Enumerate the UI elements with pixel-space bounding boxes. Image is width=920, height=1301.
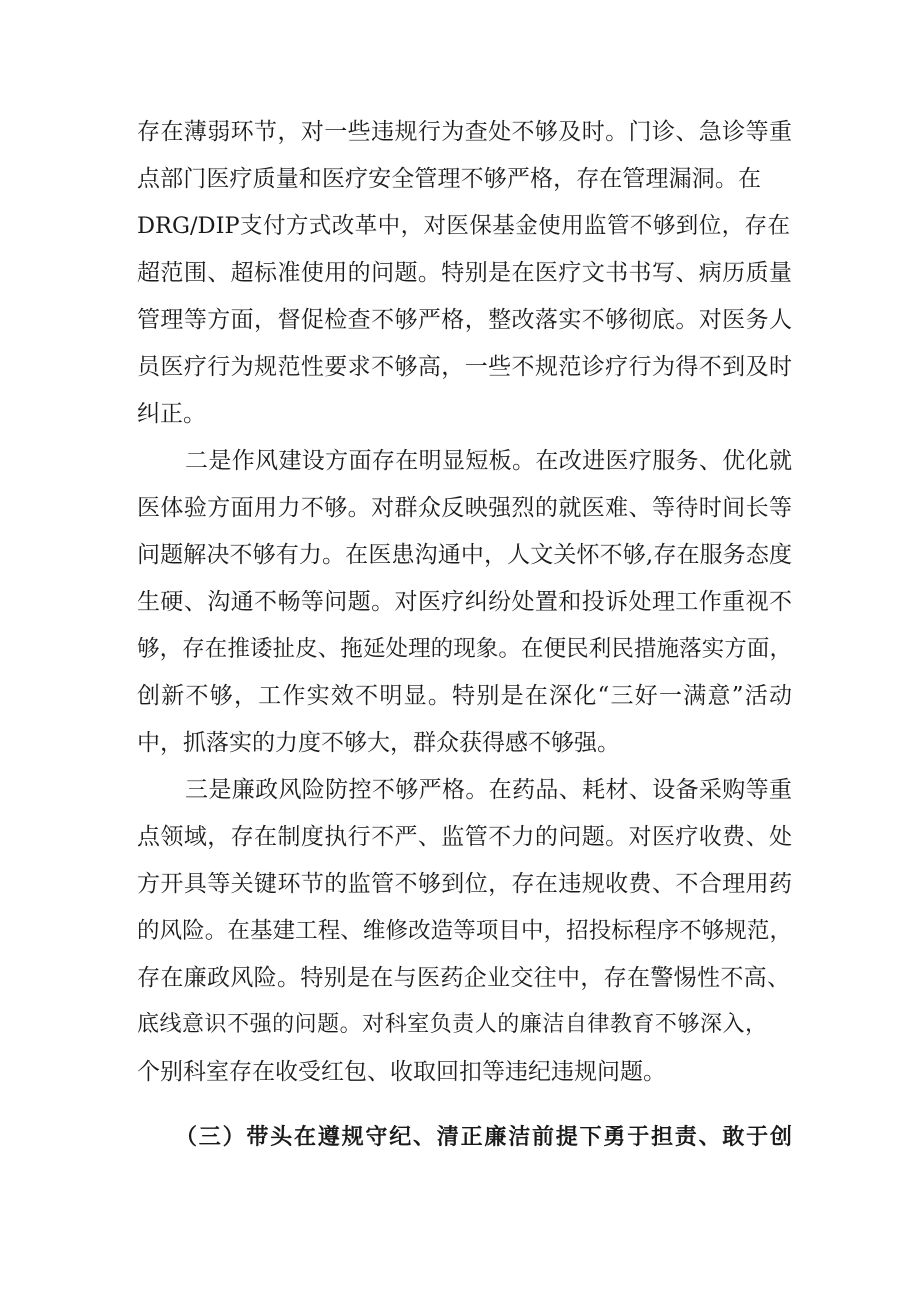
section-heading-text: （三）带头在遵规守纪、清正廉洁前提下勇于担责、敢于创 xyxy=(175,1125,792,1150)
text-line xyxy=(0,911,920,951)
text-line xyxy=(0,300,920,340)
text-line xyxy=(0,1005,920,1045)
text-line xyxy=(0,629,920,669)
text-line xyxy=(0,864,920,904)
text-line-content: 医体验方面用力不够。对群众反映强烈的就医难、等待时间长等 xyxy=(137,495,792,521)
text-line xyxy=(0,1052,920,1092)
text-line-content: 生硬、沟通不畅等问题。对医疗纠纷处置和投诉处理工作重视不 xyxy=(137,589,792,615)
text-line xyxy=(0,347,920,387)
text-line-content: 三是廉政风险防控不够严格。在药品、耗材、设备采购等重 xyxy=(185,777,792,803)
text-line xyxy=(0,253,920,293)
text-line xyxy=(0,582,920,622)
text-line-content: 超范围、超标准使用的问题。特别是在医疗文书书写、病历质量 xyxy=(137,260,792,286)
text-line-content: 存在廉政风险。特别是在与医药企业交往中，存在警惕性不高、 xyxy=(137,965,790,991)
text-line xyxy=(0,770,920,810)
text-line-content: 纠正。 xyxy=(137,401,206,427)
text-line xyxy=(0,676,920,716)
text-line-content: 方开具等关键环节的监管不够到位，存在违规收费、不合理用药 xyxy=(137,871,792,897)
text-line xyxy=(0,159,920,199)
text-line-content: 管理等方面，督促检查不够严格，整改落实不够彻底。对医务人 xyxy=(137,307,792,333)
text-line xyxy=(0,723,920,763)
text-line-content: 存在薄弱环节，对一些违规行为查处不够及时。门诊、急诊等重 xyxy=(137,119,792,145)
text-line xyxy=(0,112,920,152)
text-line-content: 的风险。在基建工程、维修改造等项目中，招投标程序不够规范， xyxy=(137,918,792,944)
text-line xyxy=(0,441,920,481)
text-line-content: 中，抓落实的力度不够大，群众获得感不够强。 xyxy=(137,730,620,756)
text-line xyxy=(0,394,920,434)
text-line-content: 底线意识不强的问题。对科室负责人的廉洁自律教育不够深入， xyxy=(137,1012,767,1037)
text-line-content: 员医疗行为规范性要求不够高，一些不规范诊疗行为得不到及时 xyxy=(137,354,792,380)
text-line-content: 点领域，存在制度执行不严、监管不力的问题。对医疗收费、处 xyxy=(137,824,792,850)
text-line-content: 创新不够，工作实效不明显。特别是在深化“三好一满意”活动 xyxy=(137,683,792,709)
text-line-content: DRG/DIP支付方式改革中，对医保基金使用监管不够到位，存在 xyxy=(137,213,790,239)
text-line xyxy=(0,206,920,246)
text-line xyxy=(0,535,920,575)
text-line xyxy=(0,817,920,857)
text-line-content: 二是作风建设方面存在明显短板。在改进医疗服务、优化就 xyxy=(185,448,792,474)
text-line-content: 点部门医疗质量和医疗安全管理不够严格，存在管理漏洞。在 xyxy=(137,166,761,192)
text-line-content: 够，存在推诿扯皮、拖延处理的现象。在便民利民措施落实方面， xyxy=(137,636,792,662)
text-line-content: 问题解决不够有力。在医患沟通中，人文关怀不够,存在服务态度 xyxy=(137,542,792,568)
section-heading xyxy=(0,1118,920,1158)
text-line xyxy=(0,958,920,998)
text-line-content: 个别科室存在收受红包、收取回扣等违纪违规问题。 xyxy=(137,1059,666,1085)
text-line xyxy=(0,488,920,528)
